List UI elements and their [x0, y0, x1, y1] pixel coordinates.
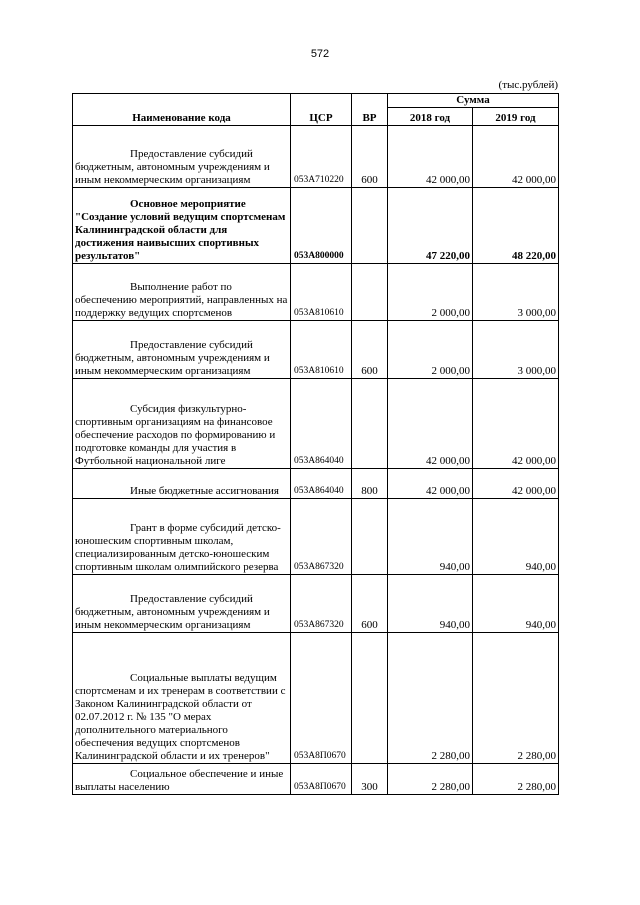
row-vr: [352, 379, 388, 469]
row-csr: 053А867320: [291, 499, 352, 575]
row-vr: 600: [352, 575, 388, 633]
row-vr: [352, 264, 388, 321]
row-name: Социальное обеспечение и иные выплаты населению: [73, 764, 291, 795]
header-sum: Сумма: [388, 94, 559, 108]
table-row: [73, 764, 559, 795]
budget-table: [72, 93, 559, 795]
row-2018: 940,00: [388, 575, 473, 633]
row-name: Предоставление субсидий бюджетным, автономным учреждениям и иным некоммерческим организациям: [73, 126, 291, 188]
row-csr: 053А810610: [291, 321, 352, 379]
row-vr: 600: [352, 126, 388, 188]
row-2019: 2 280,00: [473, 633, 559, 764]
row-2018: 940,00: [388, 499, 473, 575]
row-2019: 3 000,00: [473, 264, 559, 321]
row-name: Субсидия физкультурно-спортивным организациям на финансовое обеспечение расходов по формированию и подготовке команды для участия в Футбольной национальной лиге: [73, 379, 291, 469]
table-row: [73, 469, 559, 499]
row-2019: 42 000,00: [473, 469, 559, 499]
row-2018: 42 000,00: [388, 126, 473, 188]
table-row: [73, 321, 559, 379]
row-vr: [352, 499, 388, 575]
row-csr: 053А867320: [291, 575, 352, 633]
row-2018: 42 000,00: [388, 469, 473, 499]
row-2018: 2 000,00: [388, 264, 473, 321]
row-2018: 2 000,00: [388, 321, 473, 379]
table-row: [73, 499, 559, 575]
header-2018: 2018 год: [388, 108, 473, 126]
table-row: [73, 379, 559, 469]
row-name: Иные бюджетные ассигнования: [73, 469, 291, 499]
row-2018: 47 220,00: [388, 188, 473, 264]
units-label: (тыс.рублей): [498, 79, 558, 91]
row-csr: 053А864040: [291, 379, 352, 469]
row-2018: 2 280,00: [388, 764, 473, 795]
row-vr: 800: [352, 469, 388, 499]
row-2018: 42 000,00: [388, 379, 473, 469]
row-name: Предоставление субсидий бюджетным, автономным учреждениям и иным некоммерческим организациям: [73, 321, 291, 379]
row-csr: 053А710220: [291, 126, 352, 188]
row-csr: 053А800000: [291, 188, 352, 264]
row-2019: 2 280,00: [473, 764, 559, 795]
row-name: Выполнение работ по обеспечению мероприятий, направленных на поддержку ведущих спортсменов: [73, 264, 291, 321]
header-name: Наименование кода: [73, 94, 291, 126]
row-2019: 48 220,00: [473, 188, 559, 264]
row-csr: 053А8П0670: [291, 633, 352, 764]
table-row: [73, 633, 559, 764]
row-2019: 940,00: [473, 499, 559, 575]
header-row: [73, 94, 559, 108]
row-csr: 053А8П0670: [291, 764, 352, 795]
row-2019: 940,00: [473, 575, 559, 633]
row-name: Социальные выплаты ведущим спортсменам и их тренерам в соответствии с Законом Калининградской области от 02.07.2012 г. № 135 "О мерах дополнительного материального обеспечения ведущих спортсменов Калининградской области и их тренеров": [73, 633, 291, 764]
header-vr: ВР: [352, 94, 388, 126]
header-csr: ЦСР: [291, 94, 352, 126]
row-csr: 053А810610: [291, 264, 352, 321]
row-csr: 053А864040: [291, 469, 352, 499]
row-2019: 42 000,00: [473, 126, 559, 188]
row-2019: 3 000,00: [473, 321, 559, 379]
row-2019: 42 000,00: [473, 379, 559, 469]
header-2019: 2019 год: [473, 108, 559, 126]
row-name: Предоставление субсидий бюджетным, автономным учреждениям и иным некоммерческим организациям: [73, 575, 291, 633]
row-vr: 600: [352, 321, 388, 379]
table-row: [73, 264, 559, 321]
table-row: [73, 188, 559, 264]
row-name: Грант в форме субсидий детско-юношеским спортивным школам, специализированным детско-юношеским спортивным школам олимпийского резерва: [73, 499, 291, 575]
row-name: Основное мероприятие "Создание условий ведущим спортсменам Калининградской области для достижения наивысших спортивных результатов": [73, 188, 291, 264]
row-vr: 300: [352, 764, 388, 795]
row-2018: 2 280,00: [388, 633, 473, 764]
table-row: [73, 126, 559, 188]
row-vr: [352, 633, 388, 764]
row-vr: [352, 188, 388, 264]
page-number: 572: [310, 48, 330, 60]
table-row: [73, 575, 559, 633]
